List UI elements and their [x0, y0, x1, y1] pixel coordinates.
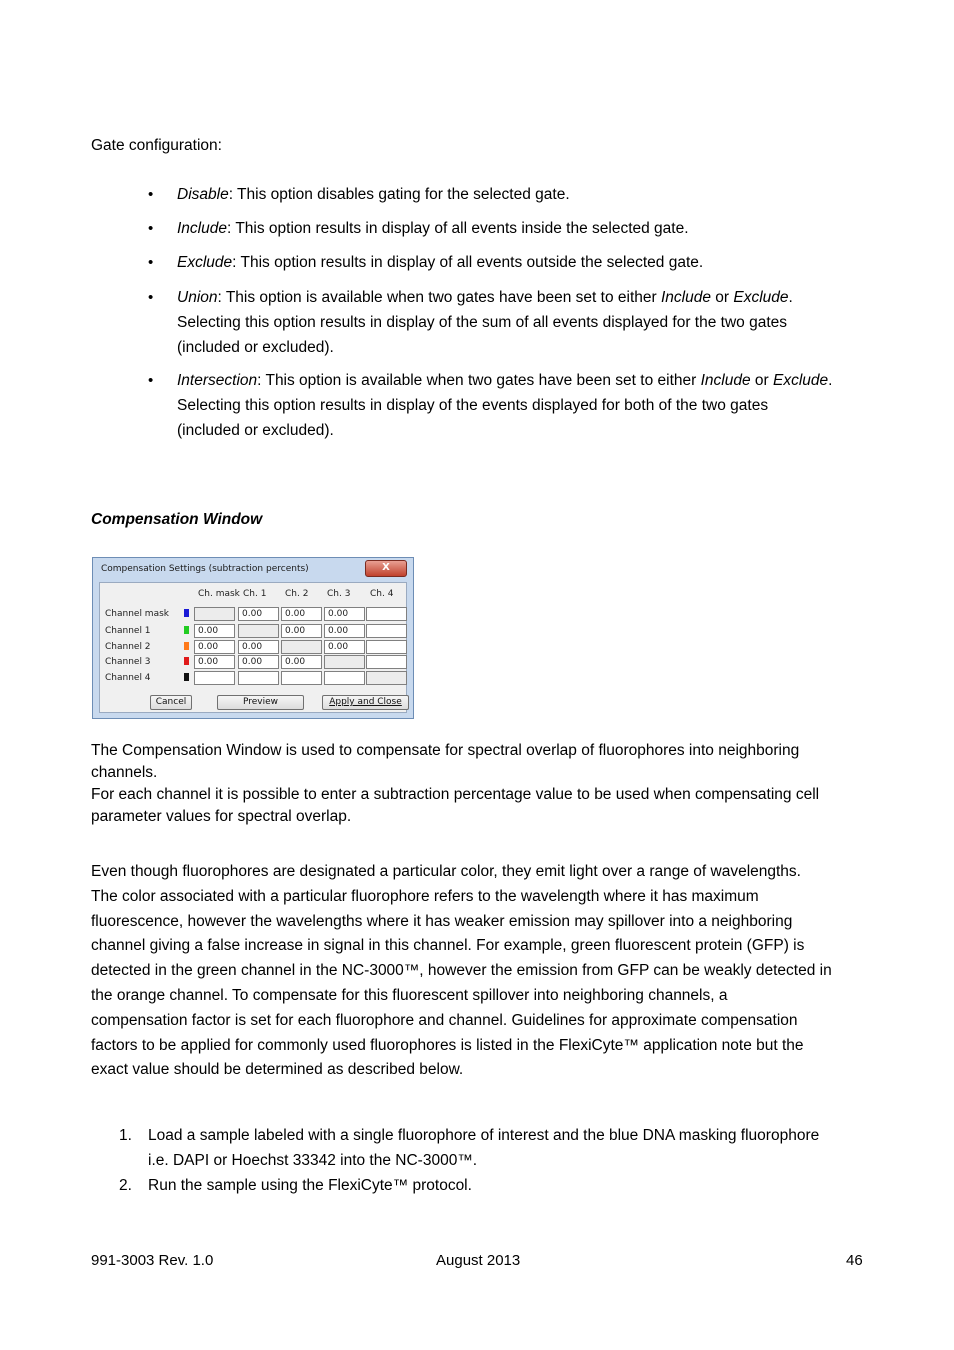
channel-color-swatch	[184, 626, 189, 634]
paragraph-purpose	[91, 740, 866, 828]
em: Exclude	[773, 372, 829, 389]
cell-input[interactable]	[281, 640, 322, 654]
text-line: The color associated with a particular fluorophore refers to the wavelength where it has maximum	[91, 887, 759, 905]
em: Include	[700, 372, 751, 389]
cell-input[interactable]: 0.00	[324, 607, 365, 621]
cell-input[interactable]: 0.00	[238, 607, 279, 621]
step-item	[119, 1123, 863, 1173]
paragraph-explanation	[91, 860, 866, 1083]
bullet-icon: •	[148, 254, 154, 271]
text-line: The Compensation Window is used to compensate for spectral overlap of fluorophores into neighboring	[91, 742, 800, 759]
text-line: parameter values for spectral overlap.	[91, 808, 352, 825]
term: Union	[177, 289, 218, 306]
text-line: detected in the green channel in the NC-3000™, however the emission from GFP can be weakly detected in	[91, 962, 832, 980]
column-header: Ch. mask	[198, 589, 240, 599]
line-3: (included or excluded).	[177, 422, 334, 439]
text-line: i.e. DAPI or Hoechst 33342 into the NC-3000™.	[148, 1152, 478, 1169]
row-label: Channel mask	[105, 609, 169, 619]
bullet-union	[148, 285, 867, 360]
bullet-icon: •	[148, 220, 154, 237]
cell-input[interactable]: 0.00	[324, 624, 365, 638]
column-header: Ch. 3	[327, 589, 351, 599]
text-line: exact value should be determined as described below.	[91, 1061, 464, 1079]
text-line: fluorescence, however the wavelengths where it has weaker emission may spillover into a neighboring	[91, 912, 793, 930]
cell-input[interactable]	[366, 671, 407, 685]
cell-input[interactable]: 0.00	[281, 624, 322, 638]
bullet-icon: •	[148, 372, 154, 389]
cell-input[interactable]: 0.00	[194, 640, 235, 654]
cell-input[interactable]: 0.00	[238, 655, 279, 669]
footer-date: August 2013	[436, 1252, 521, 1269]
footer-page-number: 46	[846, 1252, 863, 1269]
text-line: compensation factor is set for each fluorophore and channel. Guidelines for approximate compensation	[91, 1011, 798, 1029]
text-line: channels.	[91, 764, 158, 781]
line-2: Selecting this option results in display of the events displayed for both of the two gates	[177, 397, 769, 414]
text: .	[828, 372, 833, 389]
cell-input[interactable]: 0.00	[281, 655, 322, 669]
text-line: Run the sample using the FlexiCyte™ protocol.	[148, 1177, 472, 1194]
bullet-exclude	[148, 250, 867, 275]
text-line: channel giving a false increase in signal in this channel. For example, green fluorescent protein (GFP) is	[91, 937, 805, 955]
cell-input[interactable]: 0.00	[194, 655, 235, 669]
text-line: the orange channel. To compensate for this fluorescent spillover into neighboring channels, a	[91, 986, 728, 1004]
close-icon[interactable]: X	[365, 560, 407, 577]
line-1	[177, 368, 867, 393]
text: : This option is available when two gates have been set to either	[217, 289, 661, 306]
step-number: 1.	[119, 1127, 132, 1144]
cell-input[interactable]	[238, 671, 279, 685]
term: Exclude	[177, 254, 233, 271]
bullet-include	[148, 216, 867, 241]
channel-color-swatch	[184, 642, 189, 650]
em: Include	[660, 289, 711, 306]
compensation-dialog	[92, 557, 414, 719]
term: Intersection	[177, 372, 258, 389]
cell-input[interactable]	[281, 671, 322, 685]
text: or	[710, 289, 734, 306]
cell-input[interactable]: 0.00	[238, 640, 279, 654]
step-item	[119, 1173, 863, 1198]
row-label: Channel 1	[105, 626, 151, 636]
cell-input[interactable]	[366, 655, 407, 669]
column-header: Ch. 4	[370, 589, 394, 599]
row-label: Channel 2	[105, 642, 151, 652]
text-line: For each channel it is possible to enter a subtraction percentage value to be used when compensating cell	[91, 786, 820, 803]
term: Include	[177, 220, 227, 237]
cell-input[interactable]	[238, 624, 279, 638]
cell-input[interactable]: 0.00	[324, 640, 365, 654]
cancel-button[interactable]: Cancel	[150, 695, 192, 710]
bullet-disable	[148, 182, 867, 207]
text-line: factors to be applied for commonly used fluorophores is listed in the FlexiCyte™ application note but the	[91, 1036, 804, 1054]
cell-input[interactable]: 0.00	[194, 624, 235, 638]
cell-input[interactable]: 0.00	[281, 607, 322, 621]
bullet-icon: •	[148, 289, 154, 306]
dialog-title: Compensation Settings (subtraction percents)	[101, 564, 309, 574]
channel-color-swatch	[184, 657, 189, 665]
line-2: Selecting this option results in display of the sum of all events displayed for the two gates	[177, 314, 788, 331]
channel-color-swatch	[184, 673, 189, 681]
step-number: 2.	[119, 1177, 132, 1194]
cell-input[interactable]	[366, 624, 407, 638]
em: Exclude	[733, 289, 789, 306]
text-line: Even though fluorophores are designated a particular color, they emit light over a range of wavelengths.	[91, 863, 801, 880]
row-label: Channel 4	[105, 673, 151, 683]
row-label: Channel 3	[105, 657, 151, 667]
line-1	[177, 285, 867, 310]
cell-input[interactable]	[366, 607, 407, 621]
cell-input[interactable]	[194, 607, 235, 621]
description: : This option disables gating for the selected gate.	[228, 186, 570, 203]
bullet-icon: •	[148, 186, 154, 203]
footer-doc-number: 991-3003 Rev. 1.0	[91, 1252, 214, 1269]
bullet-intersection	[148, 368, 867, 443]
text: .	[788, 289, 793, 306]
preview-button[interactable]: Preview	[217, 695, 304, 710]
cell-input[interactable]	[324, 671, 365, 685]
cell-input[interactable]	[194, 671, 235, 685]
description: : This option results in display of all events inside the selected gate.	[226, 220, 689, 237]
text-line: Load a sample labeled with a single fluorophore of interest and the blue DNA masking fluorophore	[148, 1127, 820, 1144]
text: : This option is available when two gates have been set to either	[257, 372, 701, 389]
cell-input[interactable]	[366, 640, 407, 654]
text: or	[750, 372, 773, 389]
line-3: (included or excluded).	[177, 339, 334, 356]
term: Disable	[177, 186, 229, 203]
column-header: Ch. 2	[285, 589, 309, 599]
channel-color-swatch	[184, 609, 189, 617]
cell-input[interactable]	[324, 655, 365, 669]
column-header: Ch. 1	[243, 589, 267, 599]
description: : This option results in display of all events outside the selected gate.	[232, 254, 704, 271]
section-heading: Compensation Window	[91, 511, 263, 528]
dialog-body	[99, 582, 407, 713]
intro-text: Gate configuration:	[91, 137, 222, 154]
apply-and-close-button[interactable]: Apply and Close	[322, 695, 409, 710]
